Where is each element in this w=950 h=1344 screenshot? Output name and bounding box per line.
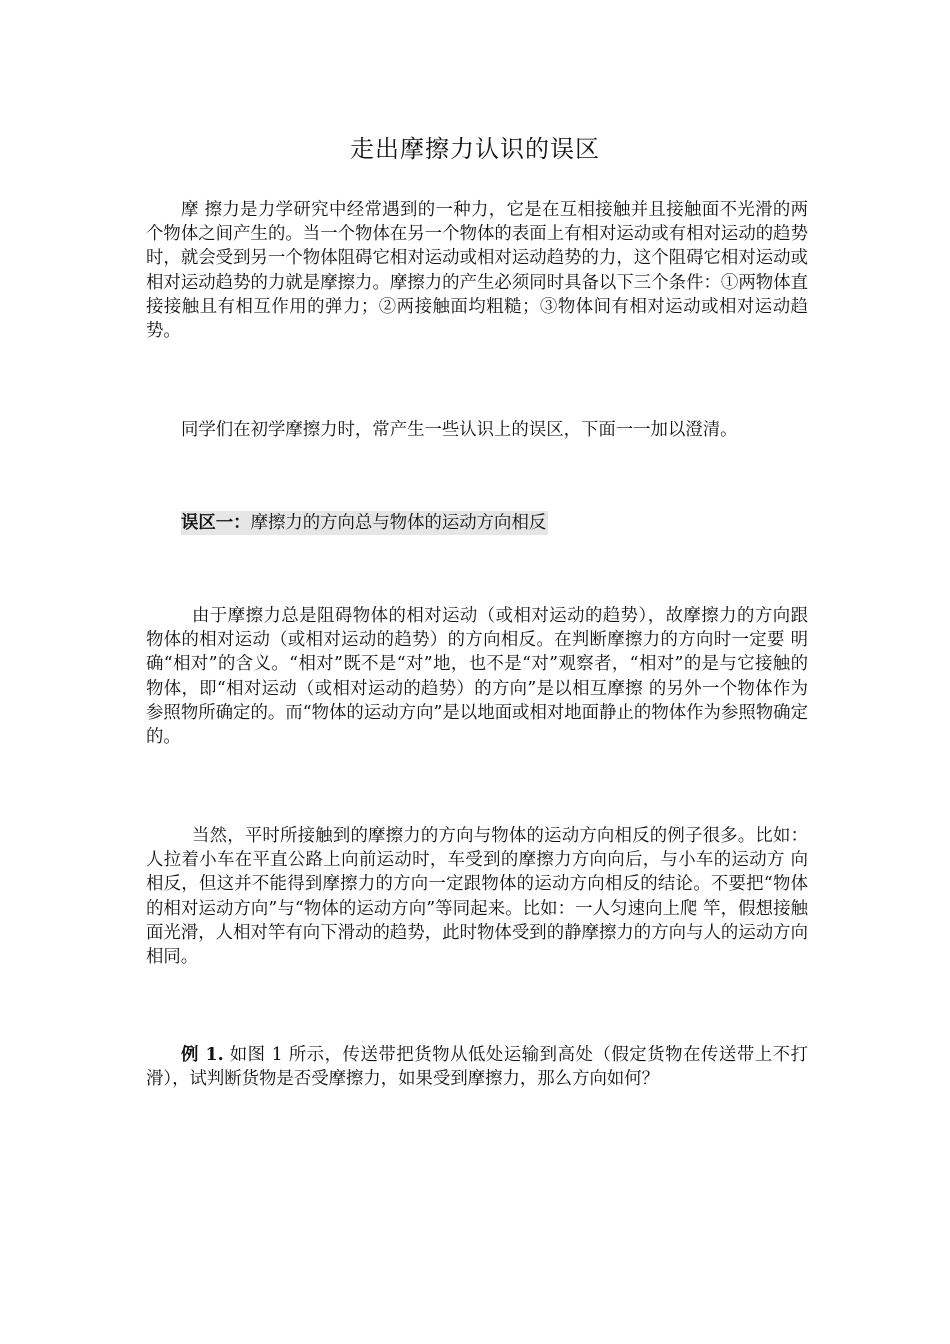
students-paragraph: 同学们在初学摩擦力时，常产生一些认识上的误区，下面一一加以澄清。 (181, 420, 738, 440)
misconception-1-label: 误区一： (181, 513, 251, 533)
example-1-label: 例 1. (181, 1045, 224, 1065)
misconception-1-text: 摩擦力的方向总与物体的运动方向相反 (250, 513, 547, 533)
example-1-paragraph (146, 1043, 808, 1091)
misconception-1-heading (181, 511, 548, 535)
document-title: 走出摩擦力认识的误区 (350, 135, 600, 163)
counterexample-paragraph: 当然，平时所接触到的摩擦力的方向与物体的运动方向相反的例子很多。比如：人拉着小车在平直公路上向前运动时，车受到的摩擦力方向向后，与小车的运动方 向相反，但这并不能得到摩擦力的方向一定跟物体的运动方向相反的结论。不要把“物体的相对运动方向”与“物体的运动方向”等同起来。比如：一人匀速向上爬 竿，假想接触面光滑，人相对竿有向下滑动的趋势，此时物体受到的静摩擦力的方向与人的运动方向相同。 (146, 826, 808, 968)
intro-paragraph: 摩 擦力是力学研究中经常遇到的一种力，它是在互相接触并且接触面不光滑的两个物体之间产生的。当一个物体在另一个物体的表面上有相对运动或有相对运动的趋势 时，就会受到另一个物体阻碍它相对运动或相对运动趋势的力，这个阻碍它相对运动或相对运动趋势的力就是摩擦力。摩擦力的产生必须同时具备以下三个条件：①两物体直接接触且有相互作用的弹力；②两接触面均粗糙；③物体间有相对运动或相对运动趋势。 (146, 200, 808, 342)
misconception-1-paragraph: 由于摩擦力总是阻碍物体的相对运动（或相对运动的趋势），故摩擦力的方向跟物体的相对运动（或相对运动的趋势）的方向相反。在判断摩擦力的方向时一定要 明确“相对”的含义。“相对”既不是“对”地，也不是“对”观察者，“相对”的是与它接触的物体，即“相对运动（或相对运动的趋势）的方向”是以相互摩擦 的另外一个物体作为参照物所确定的。而“物体的运动方向”是以地面或相对地面静止的物体作为参照物确定的。 (146, 606, 808, 748)
example-1-text: 如图 1 所示，传送带把货物从低处运输到高处（假定货物在传送带上不打滑），试判断货物是否受摩擦力，如果受到摩擦力，那么方向如何？ (146, 1045, 808, 1090)
